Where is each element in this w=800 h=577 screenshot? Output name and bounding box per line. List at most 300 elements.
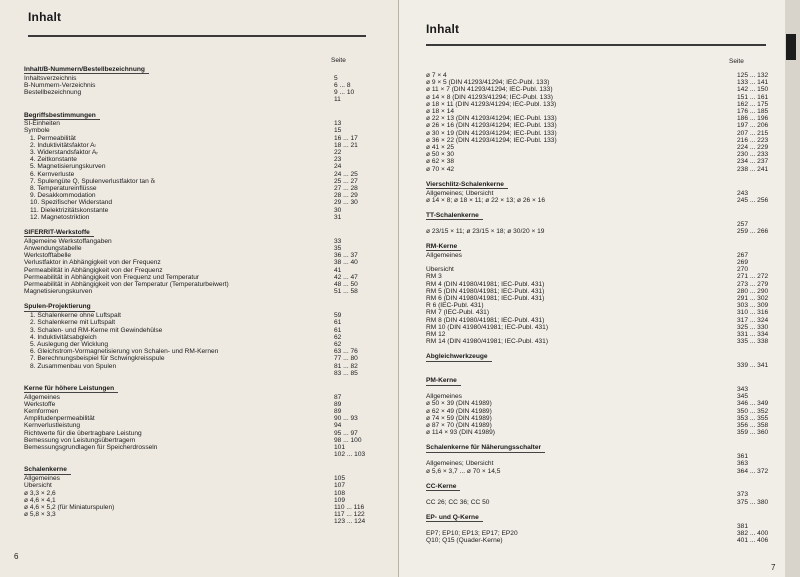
toc-entry	[24, 149, 372, 156]
toc-entry	[426, 137, 775, 144]
entry-title: 6. Kernverluste	[30, 170, 75, 178]
entry-page: 89	[334, 408, 342, 416]
toc-entry	[24, 156, 372, 163]
toc-entry	[24, 82, 372, 89]
toc-entry	[426, 422, 775, 429]
entry-page: 270	[737, 266, 749, 274]
entry-title: Verlustfaktor in Abhängigkeit von der Frequenz	[24, 259, 161, 267]
toc-entry	[24, 401, 372, 408]
toc-entry	[24, 370, 372, 377]
entry-title: 7. Berechnungsbeispiel für Schwingkreisspule	[30, 355, 165, 363]
entry-page: 350 ... 352	[737, 407, 769, 415]
section-heading: TT-Schalenkerne	[426, 212, 483, 220]
toc-entry	[24, 430, 372, 437]
entry-page: 38 ... 40	[334, 259, 358, 267]
toc-entry	[426, 151, 775, 158]
entry-title: 4. Zeitkonstante	[30, 156, 77, 164]
entry-title	[426, 453, 737, 460]
entry-title: Allgemeines; Übersicht	[426, 189, 494, 197]
toc-entry	[24, 185, 372, 192]
entry-title	[426, 523, 737, 530]
toc-entry	[24, 75, 372, 82]
toc-entry	[426, 259, 775, 266]
entry-page: 133 ... 141	[737, 79, 769, 87]
entry-title: ø 41 × 25	[426, 144, 455, 152]
entry-page: 51 ... 58	[334, 288, 358, 296]
entry-title	[24, 451, 334, 458]
toc-section	[24, 229, 372, 295]
entry-title: ø 18 × 11 (DIN 41293/41294; IEC-Publ. 133)	[426, 100, 557, 108]
toc-entry	[24, 475, 372, 482]
toc-entry	[426, 429, 775, 436]
toc-entry	[24, 341, 372, 348]
entry-title: Allgemeines	[24, 393, 60, 401]
entry-title: ø 26 × 16 (DIN 41293/41294; IEC-Publ. 133)	[426, 122, 557, 130]
toc-entry	[24, 319, 372, 326]
entry-page: 361	[737, 453, 749, 461]
entry-page: 197 ... 206	[737, 122, 769, 130]
entry-title: ø 50 × 39 (DIN 41989)	[426, 400, 492, 408]
toc-entry	[426, 309, 775, 316]
toc-entry	[426, 453, 775, 460]
entry-page: 162 ... 175	[737, 100, 769, 108]
entry-title: ø 30 × 19 (DIN 41293/41294; IEC-Publ. 133)	[426, 129, 557, 137]
entry-title: 2. Induktivitätsfaktor Aₗ	[30, 141, 96, 149]
toc-section	[426, 72, 775, 173]
toc-entry	[426, 101, 775, 108]
entry-title: Übersicht	[426, 266, 454, 274]
entry-page: 30	[334, 206, 342, 214]
toc-entry	[426, 491, 775, 498]
entry-title: 1. Schalenkerne ohne Luftspalt	[30, 312, 121, 320]
entry-page: 375 ... 380	[737, 498, 769, 506]
entry-page: 230 ... 233	[737, 151, 769, 159]
entry-page: 11	[334, 96, 341, 104]
entry-title: EP7; EP10; EP13; EP17; EP20	[426, 529, 518, 537]
toc-entry	[24, 214, 372, 221]
right-page	[399, 0, 785, 577]
toc-entry	[426, 79, 775, 86]
entry-page: 107	[334, 482, 346, 490]
entry-page: 24 ... 25	[334, 170, 358, 178]
entry-page: 339 ... 341	[737, 362, 769, 370]
entry-title: Permeabilität in Abhängigkeit von der Temperatur (Temperaturbeiwert)	[24, 280, 229, 288]
entry-page: 42 ... 47	[334, 273, 358, 281]
section-heading: Schalenkerne für Näherungsschalter	[426, 444, 545, 452]
entry-title: ø 74 × 59 (DIN 41989)	[426, 414, 492, 422]
entry-title: B-Nummern-Verzeichnis	[24, 81, 96, 89]
toc-entry	[24, 497, 372, 504]
page-title: Inhalt	[28, 10, 62, 24]
toc-entry	[24, 511, 372, 518]
entry-page: 343	[737, 386, 749, 394]
toc-entry	[426, 166, 775, 173]
title-rule	[426, 44, 766, 46]
section-heading: Inhalt/B-Nummern/Bestellbezeichnung	[24, 66, 149, 74]
toc-entry	[426, 393, 775, 400]
toc-entry	[426, 221, 775, 228]
toc-entry	[24, 171, 372, 178]
entry-title: ø 4,6 × 5,2 (für Miniaturspulen)	[24, 503, 115, 511]
entry-title: ø 36 × 22 (DIN 41293/41294; IEC-Publ. 133)	[426, 136, 557, 144]
entry-page: 259 ... 266	[737, 227, 769, 235]
entry-title: ø 70 × 42	[426, 165, 455, 173]
toc-entry	[24, 363, 372, 370]
entry-title: Bemessung von Leistungsübertragern	[24, 436, 136, 444]
toc-section	[426, 444, 775, 474]
toc-section	[426, 483, 775, 506]
entry-page: 303 ... 309	[737, 302, 769, 310]
entry-title: 4. Induktivitätsabgleich	[30, 333, 97, 341]
entry-page: 6 ... 8	[334, 81, 351, 89]
toc-entry	[24, 518, 372, 525]
toc-entry	[24, 120, 372, 127]
toc-entry	[24, 89, 372, 96]
entry-title: 1. Permeabilität	[30, 134, 76, 142]
entry-title: ø 4,6 × 4,1	[24, 496, 56, 504]
entry-title: 11. Dielektrizitätskonstante	[30, 206, 109, 214]
entry-title: Amplitudenpermeabilität	[24, 415, 95, 423]
entry-title: ø 114 × 93 (DIN 41989)	[426, 429, 495, 437]
entry-page: 89	[334, 400, 342, 408]
entry-page: 18 ... 21	[334, 141, 358, 149]
entry-title: ø 62 × 38	[426, 158, 455, 166]
entry-page: 346 ... 349	[737, 400, 769, 408]
toc-entry	[426, 523, 775, 530]
entry-title: 8. Zusammenbau von Spulen	[30, 362, 117, 370]
entry-title: ø 14 × 8 (DIN 41293/41294; IEC-Publ. 133)	[426, 93, 554, 101]
entry-page: 363	[737, 460, 749, 468]
toc-entry	[24, 504, 372, 511]
toc-entry	[426, 273, 775, 280]
entry-page: 216 ... 223	[737, 136, 769, 144]
section-heading: PM-Kerne	[426, 377, 461, 385]
toc-entry	[426, 415, 775, 422]
toc-entry	[426, 302, 775, 309]
toc-entry	[426, 252, 775, 259]
entry-title: 9. Desakkommodation	[30, 192, 96, 200]
entry-page: 35	[334, 244, 342, 252]
toc-entry	[24, 259, 372, 266]
entry-title: Bemessungsgrundlagen für Speicherdrosseln	[24, 444, 158, 452]
entry-title: Allgemeines	[426, 393, 462, 401]
entry-page: 273 ... 279	[737, 280, 769, 288]
entry-title: RM 14 (DIN 41980/41981; IEC-Publ. 431)	[426, 338, 549, 346]
toc-entry	[426, 499, 775, 506]
toc-entry	[426, 144, 775, 151]
entry-page: 41	[334, 266, 342, 274]
entry-page: 63 ... 76	[334, 348, 358, 356]
entry-title: 8. Temperatureinflüsse	[30, 185, 97, 193]
entry-title: Magnetisierungskurven	[24, 288, 93, 296]
toc-entry	[24, 267, 372, 274]
toc-entry	[24, 437, 372, 444]
entry-page: 401 ... 406	[737, 536, 769, 544]
toc-entry	[24, 163, 372, 170]
entry-page: 101	[334, 444, 346, 452]
entry-page: 238 ... 241	[737, 165, 769, 173]
entry-page: 382 ... 400	[737, 529, 769, 537]
entry-title: 5. Auslegung der Wicklung	[30, 340, 109, 348]
entry-title: 5. Magnetisierungskurven	[30, 163, 106, 171]
entry-page: 243	[737, 189, 749, 197]
entry-title: RM 10 (DIN 41980/41981; IEC-Publ. 431)	[426, 323, 549, 331]
entry-title	[426, 221, 737, 228]
seite-label: Seite	[331, 57, 346, 64]
entry-title: SI-Einheiten	[24, 120, 60, 128]
entry-title	[24, 518, 334, 525]
toc-entry	[24, 482, 372, 489]
entry-page: 234 ... 237	[737, 158, 769, 166]
entry-page: 98 ... 100	[334, 436, 362, 444]
entry-title: Werkstofftabelle	[24, 252, 72, 260]
toc-section	[426, 514, 775, 544]
toc-entry	[24, 355, 372, 362]
toc-entry	[426, 190, 775, 197]
entry-title: ø 5,8 × 3,3	[24, 511, 56, 519]
entry-page: 22	[334, 149, 342, 157]
toc-right	[426, 72, 775, 552]
entry-title: ø 18 × 14	[426, 108, 455, 116]
entry-page: 345	[737, 393, 749, 401]
entry-title: RM 12	[426, 331, 446, 338]
toc-entry	[24, 422, 372, 429]
toc-section	[24, 385, 372, 459]
entry-page: 186 ... 196	[737, 115, 769, 123]
entry-title: RM 7 (IEC-Publ. 431)	[426, 309, 490, 317]
toc-section	[426, 243, 775, 345]
entry-page: 27 ... 28	[334, 185, 358, 193]
toc-entry	[24, 334, 372, 341]
toc-entry	[426, 408, 775, 415]
entry-page: 123 ... 124	[334, 518, 366, 526]
entry-page: 24	[334, 163, 342, 171]
toc-entry	[426, 460, 775, 467]
entry-title: 2. Schalenkerne mit Luftspalt	[30, 319, 116, 327]
entry-page: 310 ... 316	[737, 309, 769, 317]
entry-page: 271 ... 272	[737, 273, 769, 281]
entry-page: 117 ... 122	[334, 511, 365, 519]
toc-entry	[426, 468, 775, 475]
toc-entry	[24, 192, 372, 199]
section-heading: Kerne für höhere Leistungen	[24, 385, 118, 393]
entry-title: ø 50 × 30	[426, 151, 455, 159]
entry-page: 48 ... 50	[334, 280, 358, 288]
toc-entry	[426, 281, 775, 288]
entry-page: 151 ... 161	[737, 93, 769, 101]
entry-page: 62	[334, 333, 342, 341]
toc-entry	[426, 317, 775, 324]
entry-title: Kernformen	[24, 408, 59, 416]
entry-title: Allgemeines; Übersicht	[426, 460, 494, 468]
entry-page: 94	[334, 422, 342, 430]
entry-title: 3. Schalen- und RM-Kerne mit Gewindehülse	[30, 326, 163, 334]
entry-title: ø 7 × 4	[426, 72, 447, 79]
entry-page: 207 ... 215	[737, 129, 769, 137]
toc-entry	[24, 348, 372, 355]
section-heading: Spulen-Projektierung	[24, 303, 95, 311]
entry-page: 33	[334, 237, 342, 245]
toc-entry	[426, 86, 775, 93]
entry-title: Richtwerte für die übertragbare Leistung	[24, 429, 142, 437]
toc-entry	[24, 252, 372, 259]
entry-page: 267	[737, 251, 749, 259]
entry-title	[24, 370, 334, 377]
toc-entry	[24, 135, 372, 142]
toc-entry	[426, 362, 775, 369]
entry-page: 109	[334, 496, 346, 504]
section-heading: CC-Kerne	[426, 483, 460, 491]
toc-entry	[426, 266, 775, 273]
page-title: Inhalt	[426, 22, 460, 36]
toc-entry	[426, 72, 775, 79]
toc-entry	[426, 324, 775, 331]
entry-title: ø 3,3 × 2,6	[24, 489, 56, 497]
entry-page: 356 ... 358	[737, 422, 769, 430]
entry-title: Bestellbezeichnung	[24, 89, 82, 97]
section-heading: Begriffsbestimmungen	[24, 112, 100, 120]
entry-page: 15	[334, 127, 342, 135]
seite-label: Seite	[729, 58, 744, 65]
entry-title: Allgemeine Werkstoffangaben	[24, 237, 112, 245]
entry-title: Permeabilität in Abhängigkeit von Frequenz und Temperatur	[24, 273, 200, 281]
entry-title: R 6 (IEC-Publ. 431)	[426, 302, 484, 310]
toc-entry	[24, 327, 372, 334]
entry-page: 59	[334, 312, 342, 320]
entry-title: ø 5,6 × 3,7 ... ø 70 × 14,5	[426, 467, 501, 475]
entry-title: Allgemeines	[426, 251, 462, 259]
entry-page: 291 ... 302	[737, 294, 769, 302]
entry-title: Anwendungstabelle	[24, 244, 82, 252]
entry-page: 245 ... 256	[737, 196, 769, 204]
entry-title: 3. Widerstandsfaktor Aᵣ	[30, 149, 98, 157]
toc-entry	[426, 122, 775, 129]
toc-entry	[426, 158, 775, 165]
entry-page: 81 ... 82	[334, 362, 358, 370]
entry-page: 16 ... 17	[334, 134, 358, 142]
toc-entry	[24, 288, 372, 295]
toc-entry	[426, 115, 775, 122]
entry-page: 269	[737, 258, 749, 266]
toc-entry	[426, 197, 775, 204]
entry-title	[426, 259, 737, 266]
entry-page: 335 ... 338	[737, 338, 769, 346]
toc-section	[426, 212, 775, 235]
toc-entry	[24, 281, 372, 288]
toc-entry	[24, 490, 372, 497]
entry-page: 108	[334, 489, 346, 497]
entry-page: 61	[334, 326, 342, 334]
entry-page: 325 ... 330	[737, 323, 769, 331]
entry-title	[24, 96, 334, 103]
entry-page: 176 ... 185	[737, 108, 769, 116]
section-heading: EP- und Q-Kerne	[426, 514, 483, 522]
entry-title: ø 9 × 5 (DIN 41293/41294; IEC-Publ. 133)	[426, 79, 550, 87]
section-heading: Schalenkerne	[24, 466, 71, 474]
entry-title: Inhaltsverzeichnis	[24, 74, 77, 82]
toc-entry	[24, 394, 372, 401]
entry-page: 105	[334, 475, 346, 483]
toc-entry	[426, 400, 775, 407]
toc-entry	[24, 415, 372, 422]
entry-title: Kernverlustleistung	[24, 422, 81, 430]
entry-page: 31	[334, 213, 342, 221]
toc-entry	[24, 127, 372, 134]
toc-section	[24, 303, 372, 377]
entry-page: 280 ... 290	[737, 287, 769, 295]
entry-title	[426, 386, 737, 393]
toc-entry	[426, 530, 775, 537]
left-page	[0, 0, 399, 577]
toc-entry	[24, 274, 372, 281]
entry-page: 317 ... 324	[737, 316, 769, 324]
entry-page: 29 ... 30	[334, 199, 358, 207]
entry-title: ø 14 × 8; ø 18 × 11; ø 22 × 13; ø 26 × 16	[426, 196, 546, 204]
toc-entry	[426, 537, 775, 544]
entry-title: ø 62 × 49 (DIN 41989)	[426, 407, 492, 415]
toc-left	[24, 66, 372, 534]
entry-page: 102 ... 103	[334, 451, 366, 459]
entry-page: 61	[334, 319, 342, 327]
toc-entry	[24, 451, 372, 458]
book-edge	[785, 0, 800, 577]
section-heading: RM-Kerne	[426, 243, 461, 251]
entry-page: 36 ... 37	[334, 252, 358, 260]
entry-title: RM 8 (DIN 41980/41981; IEC-Publ. 431)	[426, 316, 545, 324]
toc-entry	[426, 386, 775, 393]
title-rule	[28, 35, 366, 37]
entry-page: 95 ... 97	[334, 429, 358, 437]
toc-entry	[24, 238, 372, 245]
entry-title: RM 4 (DIN 41980/41981; IEC-Publ. 431)	[426, 280, 545, 288]
entry-title	[426, 362, 737, 369]
toc-entry	[426, 288, 775, 295]
entry-title: 7. Spulengüte Q, Spulenverlustfaktor tan δₗ	[30, 177, 156, 185]
entry-page: 373	[737, 491, 749, 499]
entry-title: 10. Spezifischer Widerstand	[30, 199, 113, 207]
toc-entry	[426, 108, 775, 115]
entry-title: ø 23/15 × 11; ø 23/15 × 18; ø 30/20 × 19	[426, 227, 545, 235]
toc-entry	[24, 96, 372, 103]
entry-page: 87	[334, 393, 342, 401]
entry-title: 6. Gleichstrom-Vormagnetisierung von Schalen- und RM-Kernen	[30, 348, 219, 356]
entry-title: RM 3	[426, 273, 442, 281]
entry-page: 142 ... 150	[737, 86, 769, 94]
toc-entry	[426, 130, 775, 137]
toc-section	[24, 466, 372, 525]
entry-title: ø 11 × 7 (DIN 41293/41294; IEC-Publ. 133)	[426, 86, 553, 94]
entry-page: 359 ... 360	[737, 429, 769, 437]
entry-title: ø 87 × 70 (DIN 41989)	[426, 422, 492, 430]
toc-entry	[24, 178, 372, 185]
entry-page: 364 ... 372	[737, 467, 769, 475]
section-heading: SIFERRIT-Werkstoffe	[24, 229, 94, 237]
entry-title: Symbole	[24, 127, 50, 135]
section-heading: Vierschlitz-Schalenkerne	[426, 181, 508, 189]
entry-title: Permeabilität in Abhängigkeit von der Frequenz	[24, 266, 163, 274]
entry-title: Übersicht	[24, 482, 52, 490]
toc-section	[426, 181, 775, 204]
entry-page: 90 ... 93	[334, 415, 358, 423]
toc-section	[426, 377, 775, 436]
toc-entry	[24, 245, 372, 252]
entry-page: 125 ... 132	[737, 72, 769, 79]
entry-page: 62	[334, 340, 342, 348]
entry-page: 381	[737, 522, 749, 530]
entry-title	[426, 491, 737, 498]
entry-page: 23	[334, 156, 342, 164]
entry-page: 257	[737, 220, 749, 228]
